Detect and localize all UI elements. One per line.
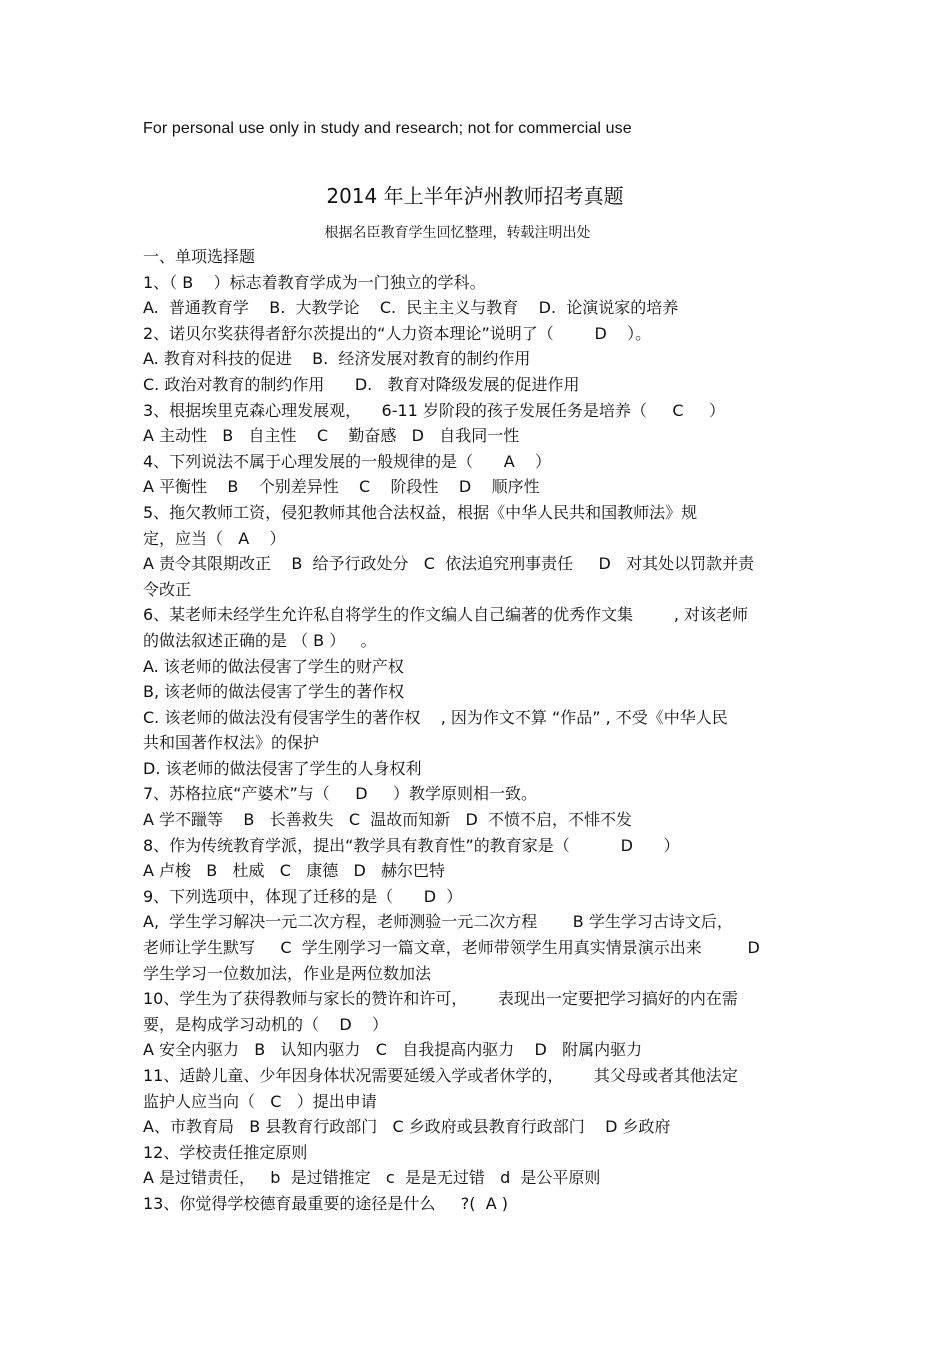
page-title: 2014 年上半年泸州教师招考真题 [326, 184, 624, 208]
text-line: A、市教育局 B 县教育行政部门 C 乡政府或县教育行政部门 D 乡政府 [143, 1117, 671, 1137]
text-line: 的做法叙述正确的是 （ B ） 。 [143, 630, 377, 650]
text-line: 2、诺贝尔奖获得者舒尔茨提出的“人力资本理论”说明了（ D ）。 [143, 323, 652, 343]
text-line: 4、下列说法不属于心理发展的一般规律的是（ A ） [143, 451, 551, 471]
text-line: A. 教育对科技的促进 B. 经济发展对教育的制约作用 [143, 349, 531, 369]
text-line: 7、苏格拉底“产婆术”与（ D ）教学原则相一致。 [143, 784, 537, 804]
text-line: 老师让学生默写 C 学生刚学习一篇文章，老师带领学生用真实情景演示出来 D [143, 938, 760, 958]
text-line: 令改正 [143, 579, 192, 599]
text-line: 10、学生为了获得教师与家长的赞许和许可， 表现出一定要把学习搞好的内在需 [143, 989, 738, 1009]
text-line: 12、学校责任推定原则 [143, 1142, 308, 1162]
text-line: 8、作为传统教育学派，提出“教学具有教育性”的教育家是（ D ） [143, 835, 680, 855]
text-line: 3、根据埃里克森心理发展观， 6-11 岁阶段的孩子发展任务是培养（ C ） [143, 400, 725, 420]
text-line: A 是过错责任， b 是过错推定 c 是是无过错 d 是公平原则 [143, 1168, 601, 1188]
text-line: 9、下列选项中，体现了迁移的是（ D ） [143, 886, 463, 906]
text-line: 6、某老师未经学生允许私自将学生的作文编人自己编著的优秀作文集 , 对该老师 [143, 605, 749, 625]
text-line: 一、单项选择题 [143, 247, 256, 266]
text-line: 1、（ B ）标志着教育学成为一门独立的学科。 [143, 272, 486, 292]
text-line: 共和国著作权法》的保护 [143, 733, 320, 753]
text-line: C. 政治对教育的制约作用 D. 教育对降级发展的促进作用 [143, 374, 580, 394]
text-line: 要，是构成学习动机的（ D ） [143, 1014, 389, 1034]
text-line: A 主动性 B 自主性 C 勤奋感 D 自我同一性 [143, 426, 520, 446]
text-line: A 学不躐等 B 长善救失 C 温故而知新 D 不愤不启，不悱不发 [143, 810, 632, 830]
text-line: A, 学生学习解决一元二次方程，老师测验一元二次方程 B 学生学习古诗文后， [143, 912, 733, 932]
text-line: 13、你觉得学校德育最重要的途径是什么 ?( A ) [143, 1193, 508, 1213]
question-body [143, 244, 808, 1217]
usage-notice: For personal use only in study and research; not for commercial use [143, 120, 632, 137]
page-subtitle: 根据名臣教育学生回忆整理，转载注明出处 [324, 225, 591, 241]
text-line: A. 该老师的做法侵害了学生的财产权 [143, 656, 404, 676]
text-line: B, 该老师的做法侵害了学生的著作权 [143, 682, 405, 702]
text-line: 定，应当（ A ） [143, 528, 286, 548]
text-line: A 卢梭 B 杜威 C 康德 D 赫尔巴特 [143, 861, 446, 881]
text-line: D. 该老师的做法侵害了学生的人身权利 [143, 758, 422, 778]
text-line: 11、适龄儿童、少年因身体状况需要延缓入学或者休学的， 其父母或者其他法定 [143, 1066, 738, 1085]
text-line: 5、拖欠教师工资，侵犯教师其他合法权益，根据《中华人民共和国教师法》规 [143, 502, 698, 522]
text-line: C. 该老师的做法没有侵害学生的著作权 , 因为作文不算 “作品” , 不受《中华人民 [143, 707, 728, 727]
text-line: 监护人应当向（ C ）提出申请 [143, 1091, 377, 1111]
text-line: A 安全内驱力 B 认知内驱力 C 自我提高内驱力 D 附属内驱力 [143, 1040, 643, 1060]
text-line: A 平衡性 B 个别差异性 C 阶段性 D 顺序性 [143, 477, 540, 497]
text-line: A 责令其限期改正 B 给予行政处分 C 依法追究刑事责任 D 对其处以罚款并责 [143, 554, 755, 574]
text-line: A. 普通教育学 B. 大教学论 C. 民主主义与教育 D. 论演说家的培养 [143, 298, 679, 318]
text-line: 学生学习一位数加法，作业是两位数加法 [143, 963, 432, 983]
